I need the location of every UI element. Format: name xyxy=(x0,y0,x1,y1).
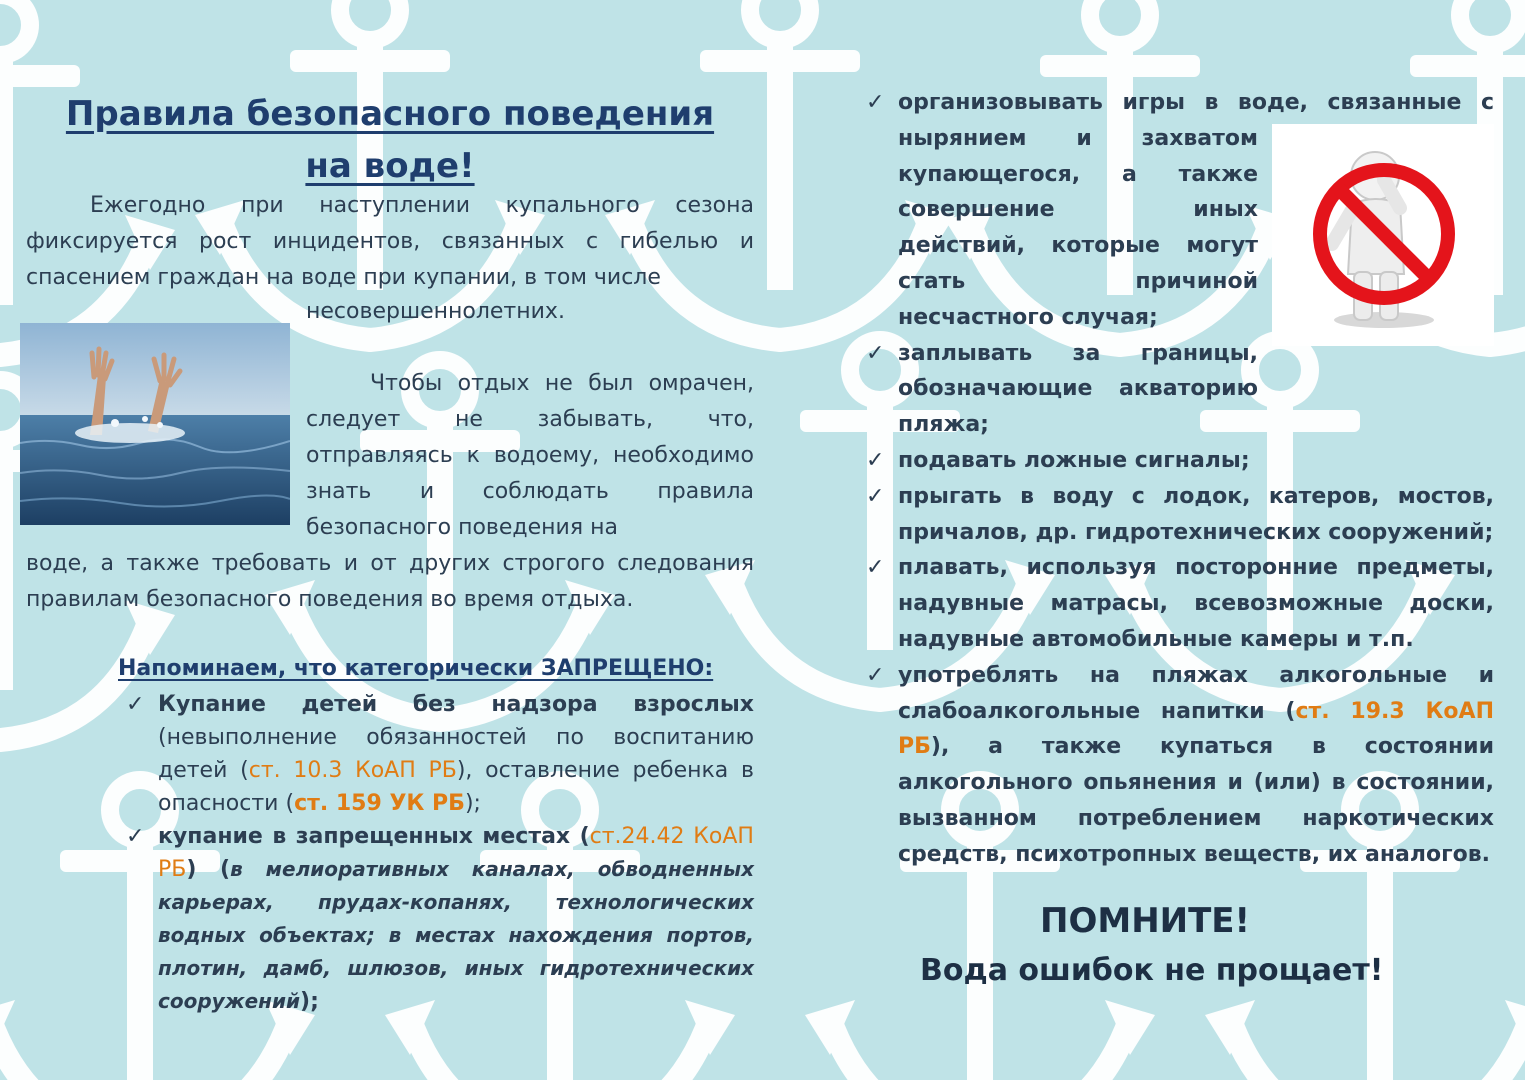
checkmark-icon: ✓ xyxy=(866,555,885,581)
law-reference: ст. 10.3 КоАП РБ xyxy=(248,758,457,783)
law-reference: ст. 159 УК РБ xyxy=(294,791,465,816)
item-italic-text: в мелиоративных каналах, обводненных карьерах, прудах-копанях, технологических водных объектах; в местах нахождения портов, плотин, дамб, шлюзов, иных гидротехнических сооружений xyxy=(158,857,754,1013)
list-item xyxy=(126,820,754,1018)
item-text: ), оставление ребенка в опасности ( xyxy=(158,758,754,816)
intro-paragraph-tail: несовершеннолетних. xyxy=(306,299,565,324)
motto: Вода ошибок не прощает! xyxy=(920,953,1384,988)
checkmark-icon: ✓ xyxy=(866,483,885,509)
list-item xyxy=(866,479,1494,551)
law-reference: ст.24.42 КоАП РБ xyxy=(158,824,754,882)
checkmark-icon: ✓ xyxy=(866,340,885,366)
drowning-hands-photo xyxy=(20,323,290,525)
item-text: ) ( xyxy=(186,857,231,882)
list-item xyxy=(126,688,754,820)
item-text: ); xyxy=(300,989,319,1014)
item-lead: купание в запрещенных местах ( xyxy=(158,824,590,849)
item-text: плавать, используя посторонние предметы, надувные матрасы, всевозможные доски, надувные автомобильные камеры и т.п. xyxy=(898,555,1494,652)
checkmark-icon: ✓ xyxy=(866,447,885,473)
second-paragraph-tail: воде, а также требовать и от других строгого следования правилам безопасного поведения во время отдыха. xyxy=(26,551,754,612)
list-item xyxy=(866,443,1494,479)
intro-paragraph: Ежегодно при наступлении купального сезона фиксируется рост инцидентов, связанных с гибелью и спасением граждан на воде при купании, в том числе xyxy=(26,193,754,290)
list-item xyxy=(866,658,1494,873)
right-prohibition-list xyxy=(866,85,1494,873)
item-text: ); xyxy=(464,791,481,816)
item-text: заплывать за границы, обозначающие акваторию пляжа; xyxy=(898,340,1258,438)
checkmark-icon: ✓ xyxy=(126,692,145,717)
list-item xyxy=(866,336,1258,443)
item-text: (невыполнение обязанностей по воспитанию детей ( xyxy=(158,725,754,783)
item-text: прыгать в воду с лодок, катеров, мостов, причалов, др. гидротехнических сооружений; xyxy=(898,483,1494,545)
second-paragraph: Чтобы отдых не был омрачен, следует не забывать, что, отправляясь к водоему, необходимо знать и соблюдать правила безопасного поведения на xyxy=(306,371,754,540)
checkmark-icon: ✓ xyxy=(126,824,145,849)
page-title: Правила безопасного поведения на воде! xyxy=(65,94,715,186)
list-item xyxy=(866,85,1494,336)
checkmark-icon: ✓ xyxy=(866,90,885,115)
prohibited-heading: Напоминаем, что категорически ЗАПРЕЩЕНО: xyxy=(118,656,714,681)
left-prohibition-list xyxy=(126,688,754,1018)
item-text: организовывать игры в воде, связанные с xyxy=(898,90,1494,115)
item-text: подавать ложные сигналы; xyxy=(898,447,1250,473)
item-text: нырянием и захватом купающегося, а также совершение иных действий, которые могут стать причиной несчастного случая; xyxy=(898,125,1258,330)
remember-heading: ПОМНИТЕ! xyxy=(1040,901,1251,941)
checkmark-icon: ✓ xyxy=(866,662,885,688)
item-lead: Купание детей без надзора взрослых xyxy=(158,692,754,717)
item-text: употреблять на пляжах алкогольные и слабоалкогольные напитки ( xyxy=(898,662,1494,724)
list-item xyxy=(866,550,1494,657)
item-text: ), а также купаться в состоянии алкогольного опьянения и (или) в состоянии, вызванном потреблением наркотических средств, психотропных веществ, их аналогов. xyxy=(898,734,1494,867)
law-reference: ст. 19.3 КоАП РБ xyxy=(898,698,1494,760)
